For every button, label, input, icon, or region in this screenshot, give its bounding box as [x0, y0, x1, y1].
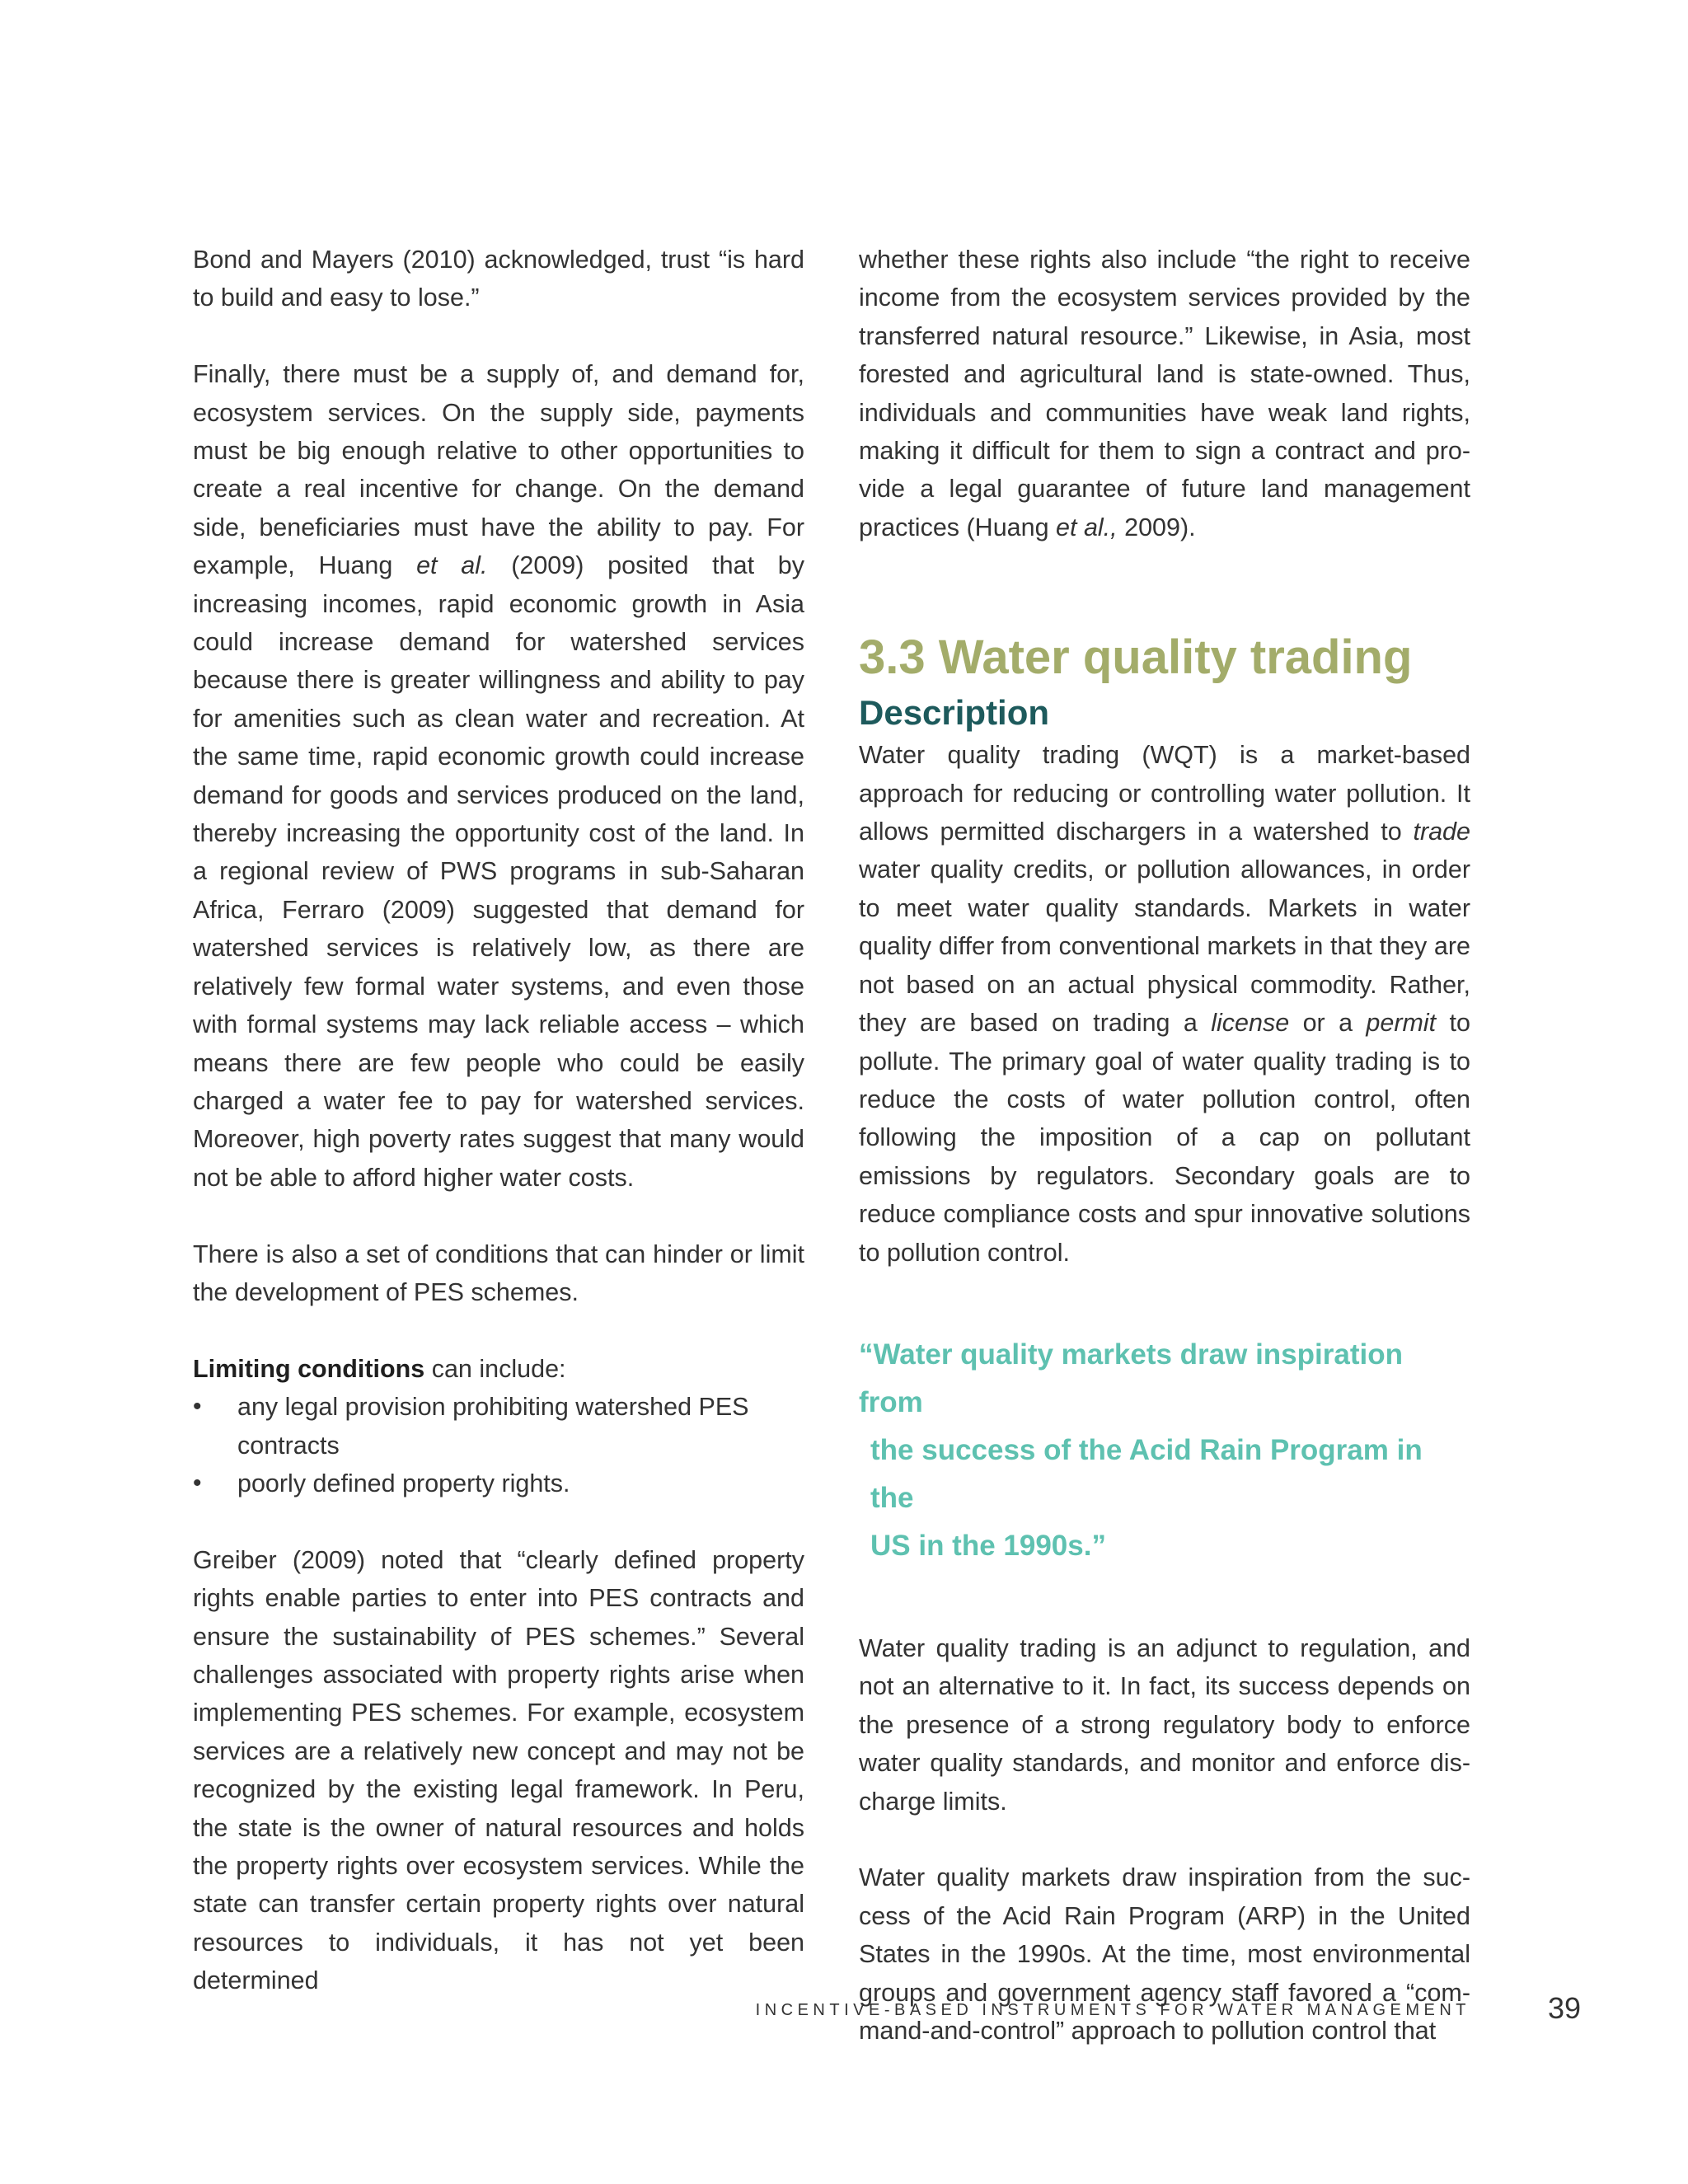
text-run: can include: — [424, 1354, 566, 1383]
list-item-text: any legal provision prohibiting watershed PES contracts — [237, 1393, 749, 1460]
right-column — [859, 241, 1470, 2050]
citation-italic: et al. — [416, 551, 488, 580]
page-number: 39 — [1548, 1991, 1582, 2025]
text-run: (2009) posited that by increasing incomes, rapid economic growth in Asia could increase demand for watershed services because there is greater willingness and ability to pay for amenities such as clean water and recreation. At the same time, rapid economic growth could increase demand for goods and services produced on the land, thereby increasing the opportunity cost of the land. In a regional review of PWS programs in sub-Saharan Africa, Ferraro (2009) suggested that demand for watershed services is relatively low, as there are relatively few formal water systems, and even those with formal systems may lack reliable access – which means there are few people who could be easily charged a water fee to pay for watershed services. Moreover, high poverty rates suggest that many would not be able to afford higher water costs. — [193, 551, 804, 1192]
bullet-list — [193, 1388, 804, 1502]
text-run: water quality credits, or pollution allowances, in order to meet water quality standards. Markets in water quality differ from conventional markets in that they are not based on an actual physical commodity. Rather, they are based on trading a — [859, 855, 1470, 1038]
paragraph — [193, 355, 804, 1197]
paragraph: There is also a set of conditions that can hinder or limit the development of PES schemes. — [193, 1240, 804, 1306]
paragraph: Bond and Mayers (2010) acknowledged, trust “is hard to build and easy to lose.” — [193, 246, 804, 312]
pull-quote-line: “Water quality markets draw inspiration from — [859, 1338, 1403, 1418]
paragraph — [859, 241, 1470, 546]
list-item — [193, 1465, 804, 1502]
left-column — [193, 241, 804, 2000]
paragraph: Water quality trading is an adjunct to regulation, and not an alternative to it. In fact, its success depends on the presence of a strong regulatory body to enforce water quality standards, and monitor and enforce discharge limits. — [859, 1633, 1470, 1816]
section-title: 3.3 Water quality trading — [859, 630, 1413, 685]
paragraph — [859, 736, 1470, 1272]
citation-italic: et al., — [1056, 513, 1118, 541]
running-footer: INCENTIVE-BASED INSTRUMENTS FOR WATER MANAGEMENT — [755, 2001, 1470, 2019]
text-run: whether these rights also include “the right to receive income from the ecosystem services provided by the transferred natural resource.” Likewise, in Asia, most forested and agricultural land is state-owned. Thus, individuals and communities have weak land rights, making it difficult for them to sign a contract and provide a legal guarantee of future land management practices (Huang — [859, 246, 1470, 541]
italic-term: trade — [1413, 818, 1470, 846]
paragraph: Greiber (2009) noted that “clearly defined property rights enable parties to enter into PES contracts and ensure the sustainability of PES schemes.” Several challenges associated with property rights arise when implementing PES schemes. For example, ecosystem services are a relatively new concept and may not be recognized by the existing legal framework. In Peru, the state is the owner of natural resources and holds the property rights over ecosystem services. While the state can transfer certain property rights over natural resources to individuals, it has not yet been determined — [193, 1545, 804, 1995]
bullet-icon: • — [193, 1393, 202, 1421]
text-run: to pollute. The primary goal of water quality trading is to reduce the costs of water pollution control, often following the imposition of a cap on pollutant emissions by regulators. Secondary goals are to reduce compliance costs and spur innovative solutions to pollution control. — [859, 1009, 1470, 1267]
text-run: 2009). — [1117, 513, 1196, 541]
italic-term: license — [1211, 1009, 1290, 1038]
text-run: Finally, there must be a supply of, and demand for, ecosystem services. On the supply side, payments must be big enough relative to other opportunities to create a real incentive for change. On the demand side, beneficiaries must have the ability to pay. For example, Huang — [193, 360, 804, 580]
text-run: or a — [1289, 1009, 1367, 1038]
list-item-text: poorly defined property rights. — [237, 1469, 570, 1497]
paragraph: Water quality markets draw inspiration from the success of the Acid Rain Program (ARP) in the United States in the 1990s. At the time, most environmental groups and government agency staff favored a “command-and-control” approach to pollution control that — [859, 1863, 1470, 2045]
bold-term: Limiting conditions — [193, 1354, 425, 1383]
pull-quote — [859, 1331, 1470, 1570]
bullet-icon: • — [193, 1469, 202, 1497]
italic-term: permit — [1366, 1009, 1437, 1038]
subheading: Description — [859, 693, 1050, 733]
limiting-conditions-intro — [193, 1350, 804, 1388]
pull-quote-line: the success of the Acid Rain Program in the — [870, 1433, 1423, 1514]
pull-quote-line: US in the 1990s.” — [870, 1529, 1106, 1562]
list-item — [193, 1388, 804, 1465]
text-run: Water quality trading (WQT) is a market-based approach for reducing or controlling water pollution. It allows permitted dischargers in a watershed to — [859, 741, 1470, 846]
